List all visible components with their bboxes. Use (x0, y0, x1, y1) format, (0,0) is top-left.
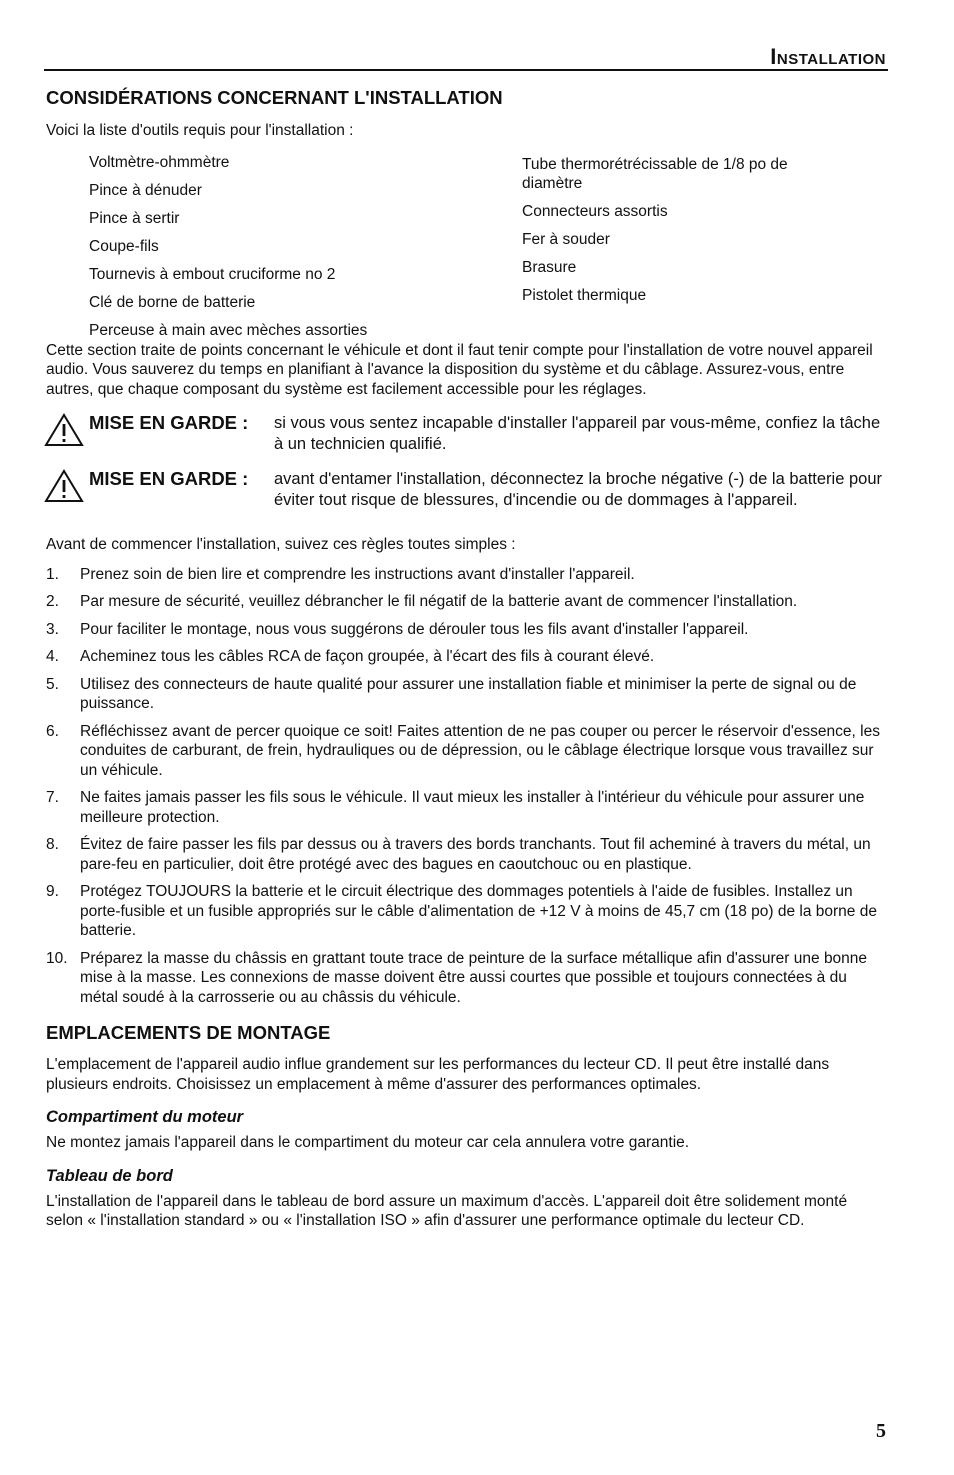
tool-item: Connecteurs assortis (522, 202, 668, 220)
dashboard-text: L'installation de l'appareil dans le tableau de bord assure un maximum d'accès. L'appareil doit être solidement monté selon « l'installation standard » ou « l'installation ISO » afin d'assurer une performance optimale du lecteur CD. (46, 1192, 848, 1229)
rule-text: Préparez la masse du châssis en grattant toute trace de peinture de la surface métallique afin d'assurer une bonne mise à la masse. Les connexions de masse doivent être aussi courtes que possible et toujours connectées à du métal soudé à la carrosserie ou au châssis du véhicule. (80, 949, 868, 1006)
tool-item: Clé de borne de batterie (89, 293, 256, 311)
tools-list (46, 153, 888, 341)
page-content (46, 86, 888, 1231)
warning-text: avant d'entamer l'installation, déconnectez la broche négative (-) de la batterie pour éviter tout risque de blessures, d'incendie ou de dommages à l'appareil. (274, 470, 882, 509)
rules-intro: Avant de commencer l'installation, suivez ces règles toutes simples : (46, 536, 516, 553)
rule-text: Ne faites jamais passer les fils sous le véhicule. Il vaut mieux les installer à l'intérieur du véhicule pour assurer une meilleure protection. (80, 789, 865, 826)
rule-item (46, 949, 888, 1008)
running-title: Installation (770, 44, 886, 69)
subheading-engine-compartment: Compartiment du moteur (46, 1108, 244, 1126)
tool-item: Brasure (522, 258, 577, 276)
rule-item (46, 592, 888, 612)
mounting-intro: L'emplacement de l'appareil audio influe grandement sur les performances du lecteur CD. Il peut être installé dans plusieurs endroits. Choisissez un emplacement à même d'assurer des performances optimales. (46, 1056, 830, 1093)
rule-number: 2. (46, 593, 59, 610)
rule-text: Pour faciliter le montage, nous vous suggérons de dérouler tous les fils avant d'installer l'appareil. (80, 620, 749, 638)
tool-item: Tube thermorétrécissable de 1/8 po de diamètre (522, 155, 788, 192)
rule-number: 7. (46, 789, 59, 806)
rule-text: Par mesure de sécurité, veuillez débrancher le fil négatif de la batterie avant de commencer l'installation. (80, 593, 798, 610)
rule-text: Prenez soin de bien lire et comprendre les instructions avant d'installer l'appareil. (80, 565, 635, 583)
warning-text: si vous vous sentez incapable d'installer l'appareil par vous-même, confiez la tâche à un technicien qualifié. (274, 414, 881, 453)
warning-triangle-icon (44, 413, 84, 447)
vehicle-considerations-paragraph: Cette section traite de points concernant le véhicule et dont il faut tenir compte pour l'installation de votre nouvel appareil audio. Vous sauverez du temps en planifiant à l'avance la disposition du système et du câblage. Assurez-vous, entre autres, que chaque composant du système est facilement accessible pour les réglages. (46, 341, 873, 398)
tool-item: Voltmètre-ohmmètre (89, 153, 230, 171)
header-rule (44, 69, 888, 71)
tool-item: Perceuse à main avec mèches assorties (89, 321, 368, 339)
page-number: 5 (876, 1420, 886, 1442)
rule-text: Évitez de faire passer les fils par dessus ou à travers des bords tranchants. Tout fil acheminé à travers du métal, un pare-feu en particulier, doit être protégé avec des bagues en caoutchouc ou en plastique. (80, 836, 871, 873)
rules-list (46, 565, 888, 1008)
rule-item (46, 647, 888, 667)
rule-item (46, 620, 888, 640)
rule-number: 4. (46, 648, 59, 665)
tools-column-right (522, 155, 882, 314)
rule-item (46, 835, 888, 874)
rule-item (46, 722, 888, 781)
rule-number: 8. (46, 836, 59, 853)
rule-number: 10. (46, 949, 68, 967)
subheading-dashboard: Tableau de bord (46, 1166, 173, 1185)
tool-item: Pince à sertir (89, 209, 180, 227)
warning-label: MISE EN GARDE : (89, 412, 249, 433)
rule-text: Réfléchissez avant de percer quoique ce soit! Faites attention de ne pas couper ou percer le réservoir d'essence, les conduites de carburant, de frein, hydrauliques ou de dépression, ou le câblage électrique lorsque vous travaillez sur un véhicule. (80, 722, 880, 779)
rule-text: Protégez TOUJOURS la batterie et le circuit électrique des dommages potentiels à l'aide de fusibles. Installez un porte-fusible et un fusible appropriés sur le câble d'alimentation de +12 V à moins de 45,7 cm (18 po) de la borne de batterie. (80, 883, 877, 939)
rule-item (46, 565, 888, 585)
warning-block (46, 469, 888, 531)
engine-compartment-text: Ne montez jamais l'appareil dans le compartiment du moteur car cela annulera votre garantie. (46, 1134, 690, 1151)
rule-item (46, 788, 888, 827)
tool-item: Fer à souder (522, 230, 610, 248)
rule-number: 5. (46, 675, 59, 693)
tools-column-left (89, 153, 509, 349)
rule-item (46, 882, 888, 941)
tools-intro: Voici la liste d'outils requis pour l'installation : (46, 122, 354, 139)
tool-item: Tournevis à embout cruciforme no 2 (89, 265, 336, 283)
section-heading-installation: CONSIDÉRATIONS CONCERNANT L'INSTALLATION (46, 87, 503, 108)
warning-block (46, 413, 888, 459)
warning-label: MISE EN GARDE : (89, 468, 249, 489)
tool-item: Coupe-fils (89, 237, 159, 255)
rule-item (46, 675, 888, 714)
rule-number: 6. (46, 722, 59, 740)
rule-number: 9. (46, 883, 59, 900)
tool-item: Pince à dénuder (89, 181, 202, 199)
tool-item: Pistolet thermique (522, 286, 647, 304)
rule-number: 1. (46, 565, 59, 583)
rule-text: Utilisez des connecteurs de haute qualité pour assurer une installation fiable et minimiser la perte de signal ou de puissance. (80, 675, 857, 712)
warning-triangle-icon (44, 469, 84, 503)
rule-number: 3. (46, 620, 59, 638)
rule-text: Acheminez tous les câbles RCA de façon groupée, à l'écart des fils à courant élevé. (80, 648, 655, 665)
section-heading-mounting: EMPLACEMENTS DE MONTAGE (46, 1022, 331, 1043)
